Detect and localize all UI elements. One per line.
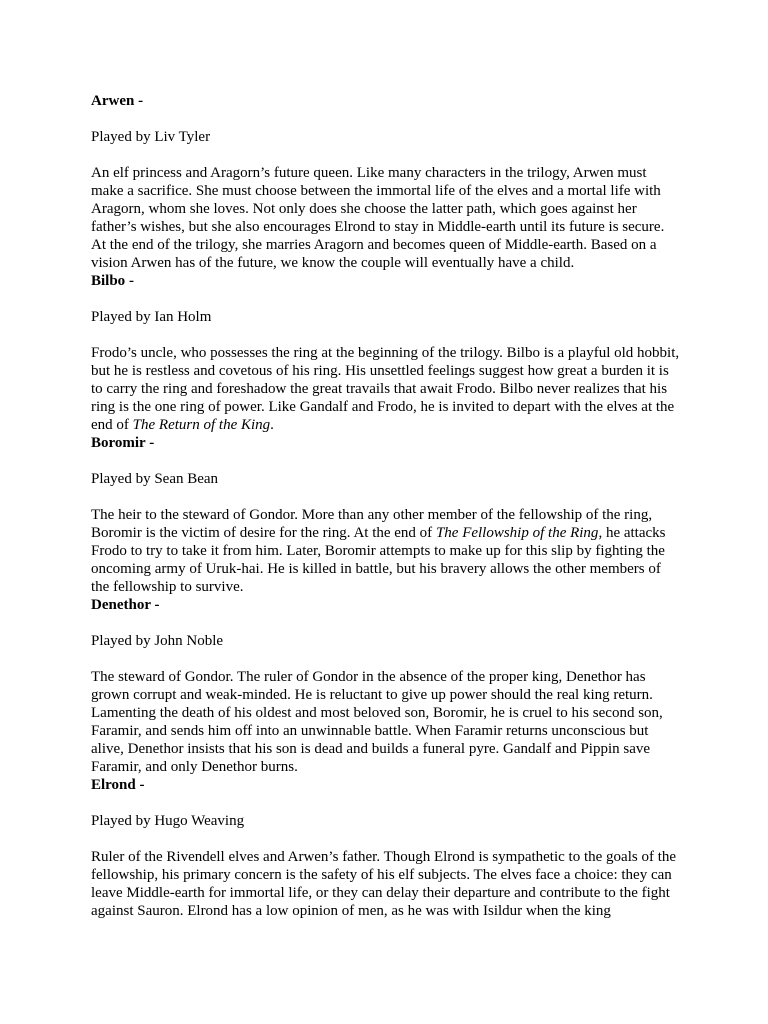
character-name [91,776,681,794]
character-entry [91,596,681,776]
character-entry [91,92,681,272]
character-name-dash: - [150,597,160,613]
character-name-text: Bilbo [91,273,126,289]
actor-credit: Played by Liv Tyler [91,129,211,145]
title-italic: The Fellowship of the Ring [435,525,599,541]
actor-credit: Played by John Noble [91,633,224,649]
character-name-text: Elrond [91,777,136,793]
description-text: An elf princess and Aragorn’s future queen. Like many characters in the trilogy, Arwen must make a sacrifice. She must choose between the immortal life of the elves and a mortal life with Aragorn, whom she loves. Not only does she choose the latter path, which goes against her father’s wishes, but she also encourages Elrond to stay in Middle-earth until its future is secure. At the end of the trilogy, she marries Aragorn and becomes queen of Middle-earth. Based on a vision Arwen has of the future, we know the couple will eventually have a child. [91,165,665,271]
character-name-dash: - [145,435,155,451]
character-entry [91,776,681,920]
character-name-dash: - [134,93,144,109]
character-description [91,344,681,434]
character-description [91,848,681,920]
description-text: Frodo’s uncle, who possesses the ring at the beginning of the trilogy. Bilbo is a playful old hobbit, but he is restless and covetous of his ring. His unsettled feelings suggest how great a burden it is to carry the ring and foreshadow the great travails that await Frodo. Bilbo never realizes that his ring is the one ring of power. Like Gandalf and Frodo, he is invited to depart with the elves at the end of [91,345,680,433]
character-name-dash: - [135,777,145,793]
description-text: Ruler of the Rivendell elves and Arwen’s father. Though Elrond is sympathetic to the goals of the fellowship, his primary concern is the safety of his elf subjects. The elves face a choice: they can leave Middle-earth for immortal life, or they can delay their departure and contribute to the fight against Sauron. Elrond has a low opinion of men, as he was with Isildur when the king [91,849,677,919]
actor-credit: Played by Ian Holm [91,309,212,325]
character-name [91,596,681,614]
description-text: The heir to the steward of Gondor. More than any other member of the fellowship of the ring, Boromir is the victim of desire for the ring. At the end of [91,507,653,541]
character-name [91,272,681,290]
character-name-dash: - [125,273,134,289]
description-text: , he attacks Frodo to try to take it from him. Later, Boromir attempts to make up for this slip by fighting the oncoming army of Uruk-hai. He is killed in battle, but his bravery allows the other members of the fellowship to survive. [91,525,666,595]
character-entry [91,272,681,434]
character-name [91,434,681,452]
title-italic: The Return of the King [132,417,271,433]
character-name-text: Denethor [91,597,151,613]
description-text: . [270,417,274,433]
character-name-text: Arwen [91,93,135,109]
character-name [91,92,681,110]
actor-credit: Played by Hugo Weaving [91,813,245,829]
character-entry [91,434,681,596]
character-description [91,164,681,272]
document-page [91,92,681,920]
character-description [91,668,681,776]
actor-credit: Played by Sean Bean [91,471,219,487]
character-name-text: Boromir [91,435,146,451]
description-text: The steward of Gondor. The ruler of Gondor in the absence of the proper king, Denethor has grown corrupt and weak-minded. He is reluctant to give up power should the real king return. Lamenting the death of his oldest and most beloved son, Boromir, he is cruel to his second son, Faramir, and sends him off into an unwinnable battle. When Faramir returns unconscious but alive, Denethor insists that his son is dead and builds a funeral pyre. Gandalf and Pippin save Faramir, and only Denethor burns. [91,669,663,775]
character-description [91,506,681,596]
